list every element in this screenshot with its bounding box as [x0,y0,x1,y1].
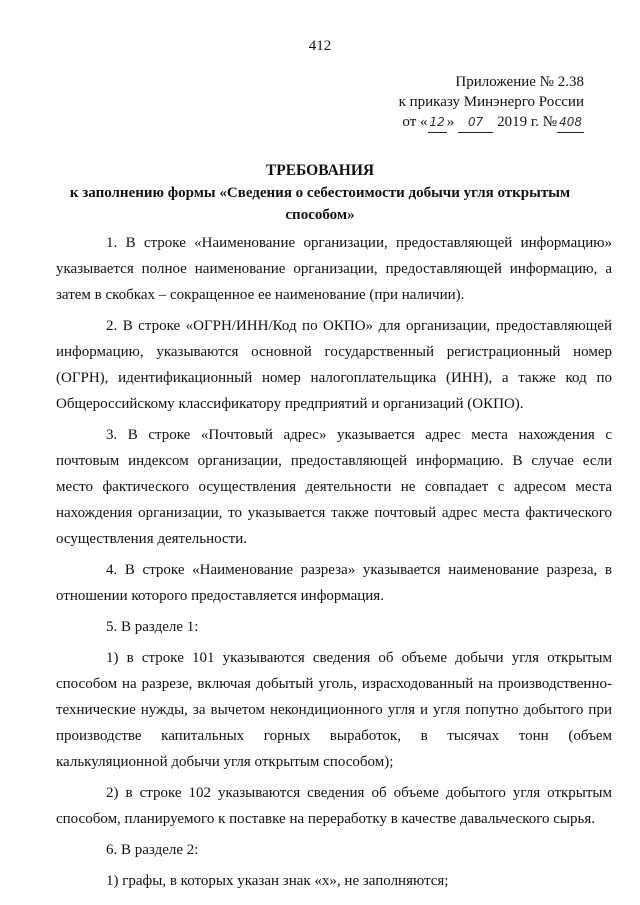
section-1-heading: 5. В разделе 1: [106,619,199,635]
paragraph-4: 4. В строке «Наименование разреза» указывается наименование разреза, в отношении которого предоставляется информация. [56,562,612,604]
title-main: ТРЕБОВАНИЯ [265,162,375,179]
section-1-item-2: 2) в строке 102 указываются сведения об объеме добытого угля открытым способом, планируемого к поставке на переработку в качестве давальческого сырья. [56,785,612,827]
order-year-text: 2019 г. № [497,114,558,130]
order-number: 408 [557,112,584,133]
appendix-block [399,72,584,133]
paragraph-1: 1. В строке «Наименование организации, предоставляющей информацию» указывается полное наименование организации, предоставляющей информацию, а затем в скобках – сокращенное ее наименование (при наличии). [56,235,612,303]
appendix-line-2: к приказу Минэнерго России [398,94,584,110]
paragraph-2: 2. В строке «ОГРН/ИНН/Код по ОКПО» для организации, предоставляющей информацию, указываются основной государственный регистрационный номер (ОГРН), идентификационный номер налогоплательщика (ИНН), а также код по Общероссийскому классификатору предприятий и организаций (ОКПО). [56,318,612,412]
page-number: 412 [308,38,332,54]
section-2-heading: 6. В разделе 2: [106,842,199,858]
order-date-line [399,112,584,133]
document-body [56,230,612,899]
section-1-item-1: 1) в строке 101 указываются сведения об объеме добычи угля открытым способом на разрезе, включая добытый уголь, израсходованный на производственно-технические нужды, за вычетом некондиционного угля и угля попутно добытого при производстве капитальных горных выработок, в тысячах тонн (объем калькуляционной добычи угля открытым способом); [56,650,612,770]
date-mid: » [446,114,455,130]
section-2-item-1: 1) графы, в которых указан знак «x», не заполняются; [106,873,449,889]
paragraph-3: 3. В строке «Почтовый адрес» указывается адрес места нахождения с почтовым индексом организации, предоставляющей информацию. В случае если место фактического осуществления деятельности не совпадает с адресом места нахождения организации, то указывается также почтовый адрес места фактического осуществления деятельности. [56,427,612,547]
order-month: 07 [458,112,493,133]
order-day: 12 [428,112,447,133]
appendix-line-1: Приложение № 2.38 [455,74,584,90]
title-subtitle: к заполнению формы «Сведения о себестоимости добычи угля открытым способом» [69,185,571,223]
date-prefix: от « [402,114,428,130]
document-title [56,160,584,226]
